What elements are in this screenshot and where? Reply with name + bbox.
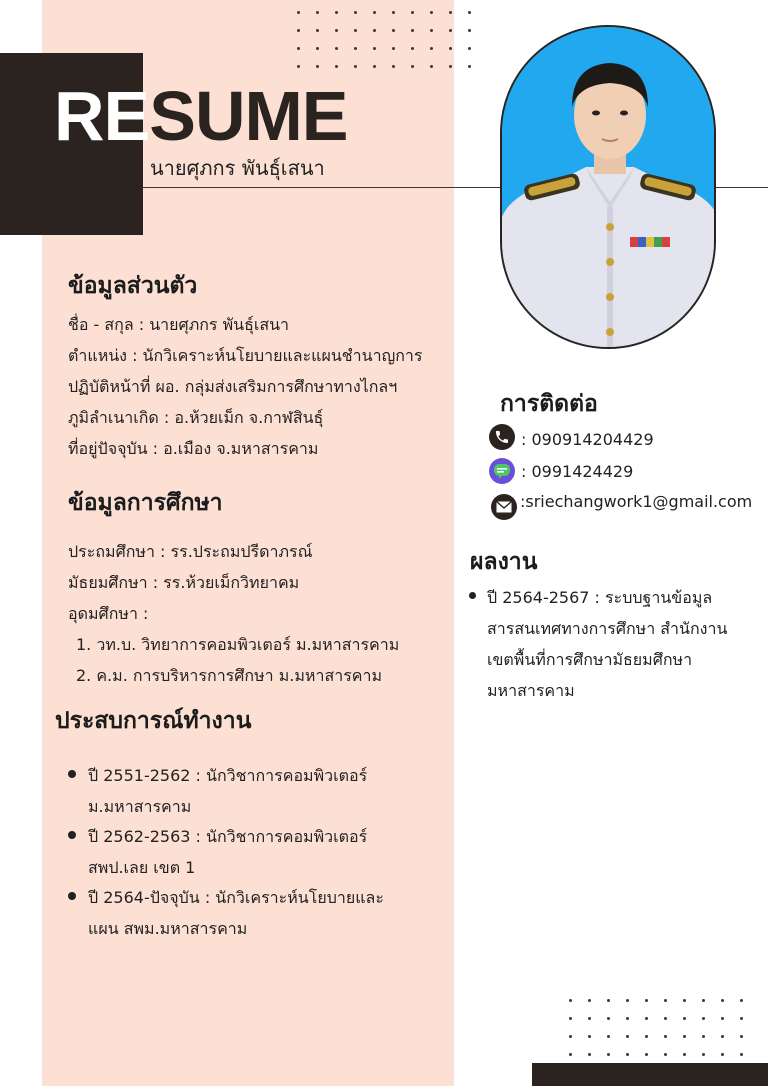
experience-item-line: ปี 2562-2563 : นักวิชาการคอมพิวเตอร์ <box>88 827 368 846</box>
decor-dot <box>588 1053 591 1056</box>
education-degree-line: 1. วท.บ. วิทยาการคอมพิวเตอร์ ม.มหาสารคาม <box>76 635 400 654</box>
decor-dot <box>702 999 705 1002</box>
phone-number: : 090914204429 <box>521 430 654 449</box>
line-id: : 0991424429 <box>521 462 634 481</box>
personal-info-line: ภูมิลำเนาเกิด : อ.ห้วยเม็ก จ.กาฬสินธุ์ <box>68 408 324 427</box>
personal-info-line: ที่อยู่ปัจจุบัน : อ.เมือง จ.มหาสารคาม <box>68 439 319 458</box>
decor-dot <box>607 1053 610 1056</box>
experience-item-line: สพป.เลย เขต 1 <box>88 858 196 877</box>
decor-dot <box>392 11 395 14</box>
decor-dot <box>468 47 471 50</box>
decor-dot <box>721 1035 724 1038</box>
decor-dot <box>626 1053 629 1056</box>
works-line: สารสนเทศทางการศึกษา สำนักงาน <box>487 619 728 638</box>
decor-dot <box>316 65 319 68</box>
decor-dot <box>683 1035 686 1038</box>
decor-dot <box>335 29 338 32</box>
decor-dot <box>569 1053 572 1056</box>
phone-icon <box>489 424 515 450</box>
decor-dot <box>721 999 724 1002</box>
decor-dot <box>607 1035 610 1038</box>
decor-dot <box>411 47 414 50</box>
bullet-icon <box>68 831 76 839</box>
decor-dot <box>664 1035 667 1038</box>
contact-heading: การติดต่อ <box>500 391 598 417</box>
decor-dot <box>354 47 357 50</box>
decor-dot <box>626 999 629 1002</box>
personal-info-line: ตำแหน่ง : นักวิเคราะห์นโยบายและแผนชำนาญการ <box>68 346 423 365</box>
decor-dot <box>449 65 452 68</box>
line-app-icon <box>489 458 515 484</box>
decor-dot <box>449 11 452 14</box>
decor-dot <box>316 11 319 14</box>
decor-dot <box>430 47 433 50</box>
decor-dot <box>373 47 376 50</box>
decor-dot <box>702 1035 705 1038</box>
decor-dot <box>430 11 433 14</box>
decor-dot <box>645 1017 648 1020</box>
decor-dot <box>588 1017 591 1020</box>
decor-dot <box>373 29 376 32</box>
decor-dot <box>683 999 686 1002</box>
decor-dot <box>683 1053 686 1056</box>
decor-dot <box>316 47 319 50</box>
decor-dot <box>721 1017 724 1020</box>
owner-name: นายศุภกร พันธุ์เสนา <box>150 156 325 180</box>
title-part-dark: SUME <box>149 77 348 155</box>
decor-dot <box>569 1017 572 1020</box>
decor-dot <box>664 1017 667 1020</box>
decor-dot <box>468 29 471 32</box>
education-degree-line: 2. ค.ม. การบริหารการศึกษา ม.มหาสารคาม <box>76 666 383 685</box>
personal-info-line: ชื่อ - สกุล : นายศุภกร พันธุ์เสนา <box>68 315 290 334</box>
decor-dot <box>297 47 300 50</box>
decor-dot <box>411 29 414 32</box>
decor-dot <box>664 999 667 1002</box>
decor-dot <box>430 65 433 68</box>
works-line: ปี 2564-2567 : ระบบฐานข้อมูล <box>487 588 713 607</box>
decor-dot <box>392 29 395 32</box>
works-heading: ผลงาน <box>470 549 538 575</box>
profile-photo <box>500 25 716 349</box>
decor-dot <box>626 1017 629 1020</box>
decor-dot <box>740 1017 743 1020</box>
decor-dot <box>392 65 395 68</box>
bottom-dark-bar <box>532 1063 768 1086</box>
portrait-illustration <box>502 27 716 349</box>
decor-dot <box>702 1017 705 1020</box>
decor-dot <box>626 1035 629 1038</box>
education-heading: ข้อมูลการศึกษา <box>68 490 223 516</box>
decor-dot <box>683 1017 686 1020</box>
decor-dot <box>645 1035 648 1038</box>
decor-dot <box>335 65 338 68</box>
resume-title <box>54 77 348 155</box>
decor-dot <box>468 65 471 68</box>
decor-dot <box>607 999 610 1002</box>
education-line: ประถมศึกษา : รร.ประถมปรีดาภรณ์ <box>68 542 313 561</box>
decor-dot <box>373 11 376 14</box>
bullet-icon <box>68 892 76 900</box>
education-line: มัธยมศึกษา : รร.ห้วยเม็กวิทยาคม <box>68 573 300 592</box>
personal-info-heading: ข้อมูลส่วนตัว <box>68 273 198 299</box>
decor-dot <box>354 65 357 68</box>
decor-dot <box>588 1035 591 1038</box>
decor-dot <box>335 11 338 14</box>
decor-dot <box>740 1035 743 1038</box>
decor-dot <box>354 11 357 14</box>
decor-dot <box>411 11 414 14</box>
decor-dot <box>468 11 471 14</box>
decor-dot <box>335 47 338 50</box>
decor-dot <box>430 29 433 32</box>
experience-item-line: ม.มหาสารคาม <box>88 797 192 816</box>
title-part-white: RE <box>54 77 150 155</box>
decor-dot <box>664 1053 667 1056</box>
decor-dot <box>645 999 648 1002</box>
decor-dot <box>354 29 357 32</box>
decor-dot <box>449 47 452 50</box>
decor-dot <box>569 1035 572 1038</box>
decor-dot <box>588 999 591 1002</box>
works-line: เขตพื้นที่การศึกษามัธยมศึกษา <box>487 650 693 669</box>
decor-dot <box>316 29 319 32</box>
decor-dot <box>569 999 572 1002</box>
experience-item-line: แผน สพม.มหาสารคาม <box>88 919 248 938</box>
decor-dot <box>740 999 743 1002</box>
decor-dot <box>721 1053 724 1056</box>
decor-dot <box>297 29 300 32</box>
bullet-icon <box>469 592 476 599</box>
email-address: :sriechangwork1@gmail.com <box>520 492 753 511</box>
bullet-icon <box>68 770 76 778</box>
decor-dot <box>297 65 300 68</box>
decor-dot <box>411 65 414 68</box>
decor-dot <box>740 1053 743 1056</box>
email-icon <box>491 494 517 520</box>
education-line: อุดมศึกษา : <box>68 604 149 623</box>
experience-item-line: ปี 2564-ปัจจุบัน : นักวิเคราะห์นโยบายและ <box>88 888 384 907</box>
decor-dot <box>449 29 452 32</box>
works-line: มหาสารคาม <box>487 681 575 700</box>
decor-dot <box>645 1053 648 1056</box>
decor-dot <box>373 65 376 68</box>
experience-item-line: ปี 2551-2562 : นักวิชาการคอมพิวเตอร์ <box>88 766 368 785</box>
decor-dot <box>392 47 395 50</box>
decor-dot <box>702 1053 705 1056</box>
decor-dot <box>297 11 300 14</box>
experience-heading: ประสบการณ์ทำงาน <box>55 708 252 734</box>
personal-info-line: ปฏิบัติหน้าที่ ผอ. กลุ่มส่งเสริมการศึกษาทางไกลฯ <box>68 377 398 396</box>
decor-dot <box>607 1017 610 1020</box>
